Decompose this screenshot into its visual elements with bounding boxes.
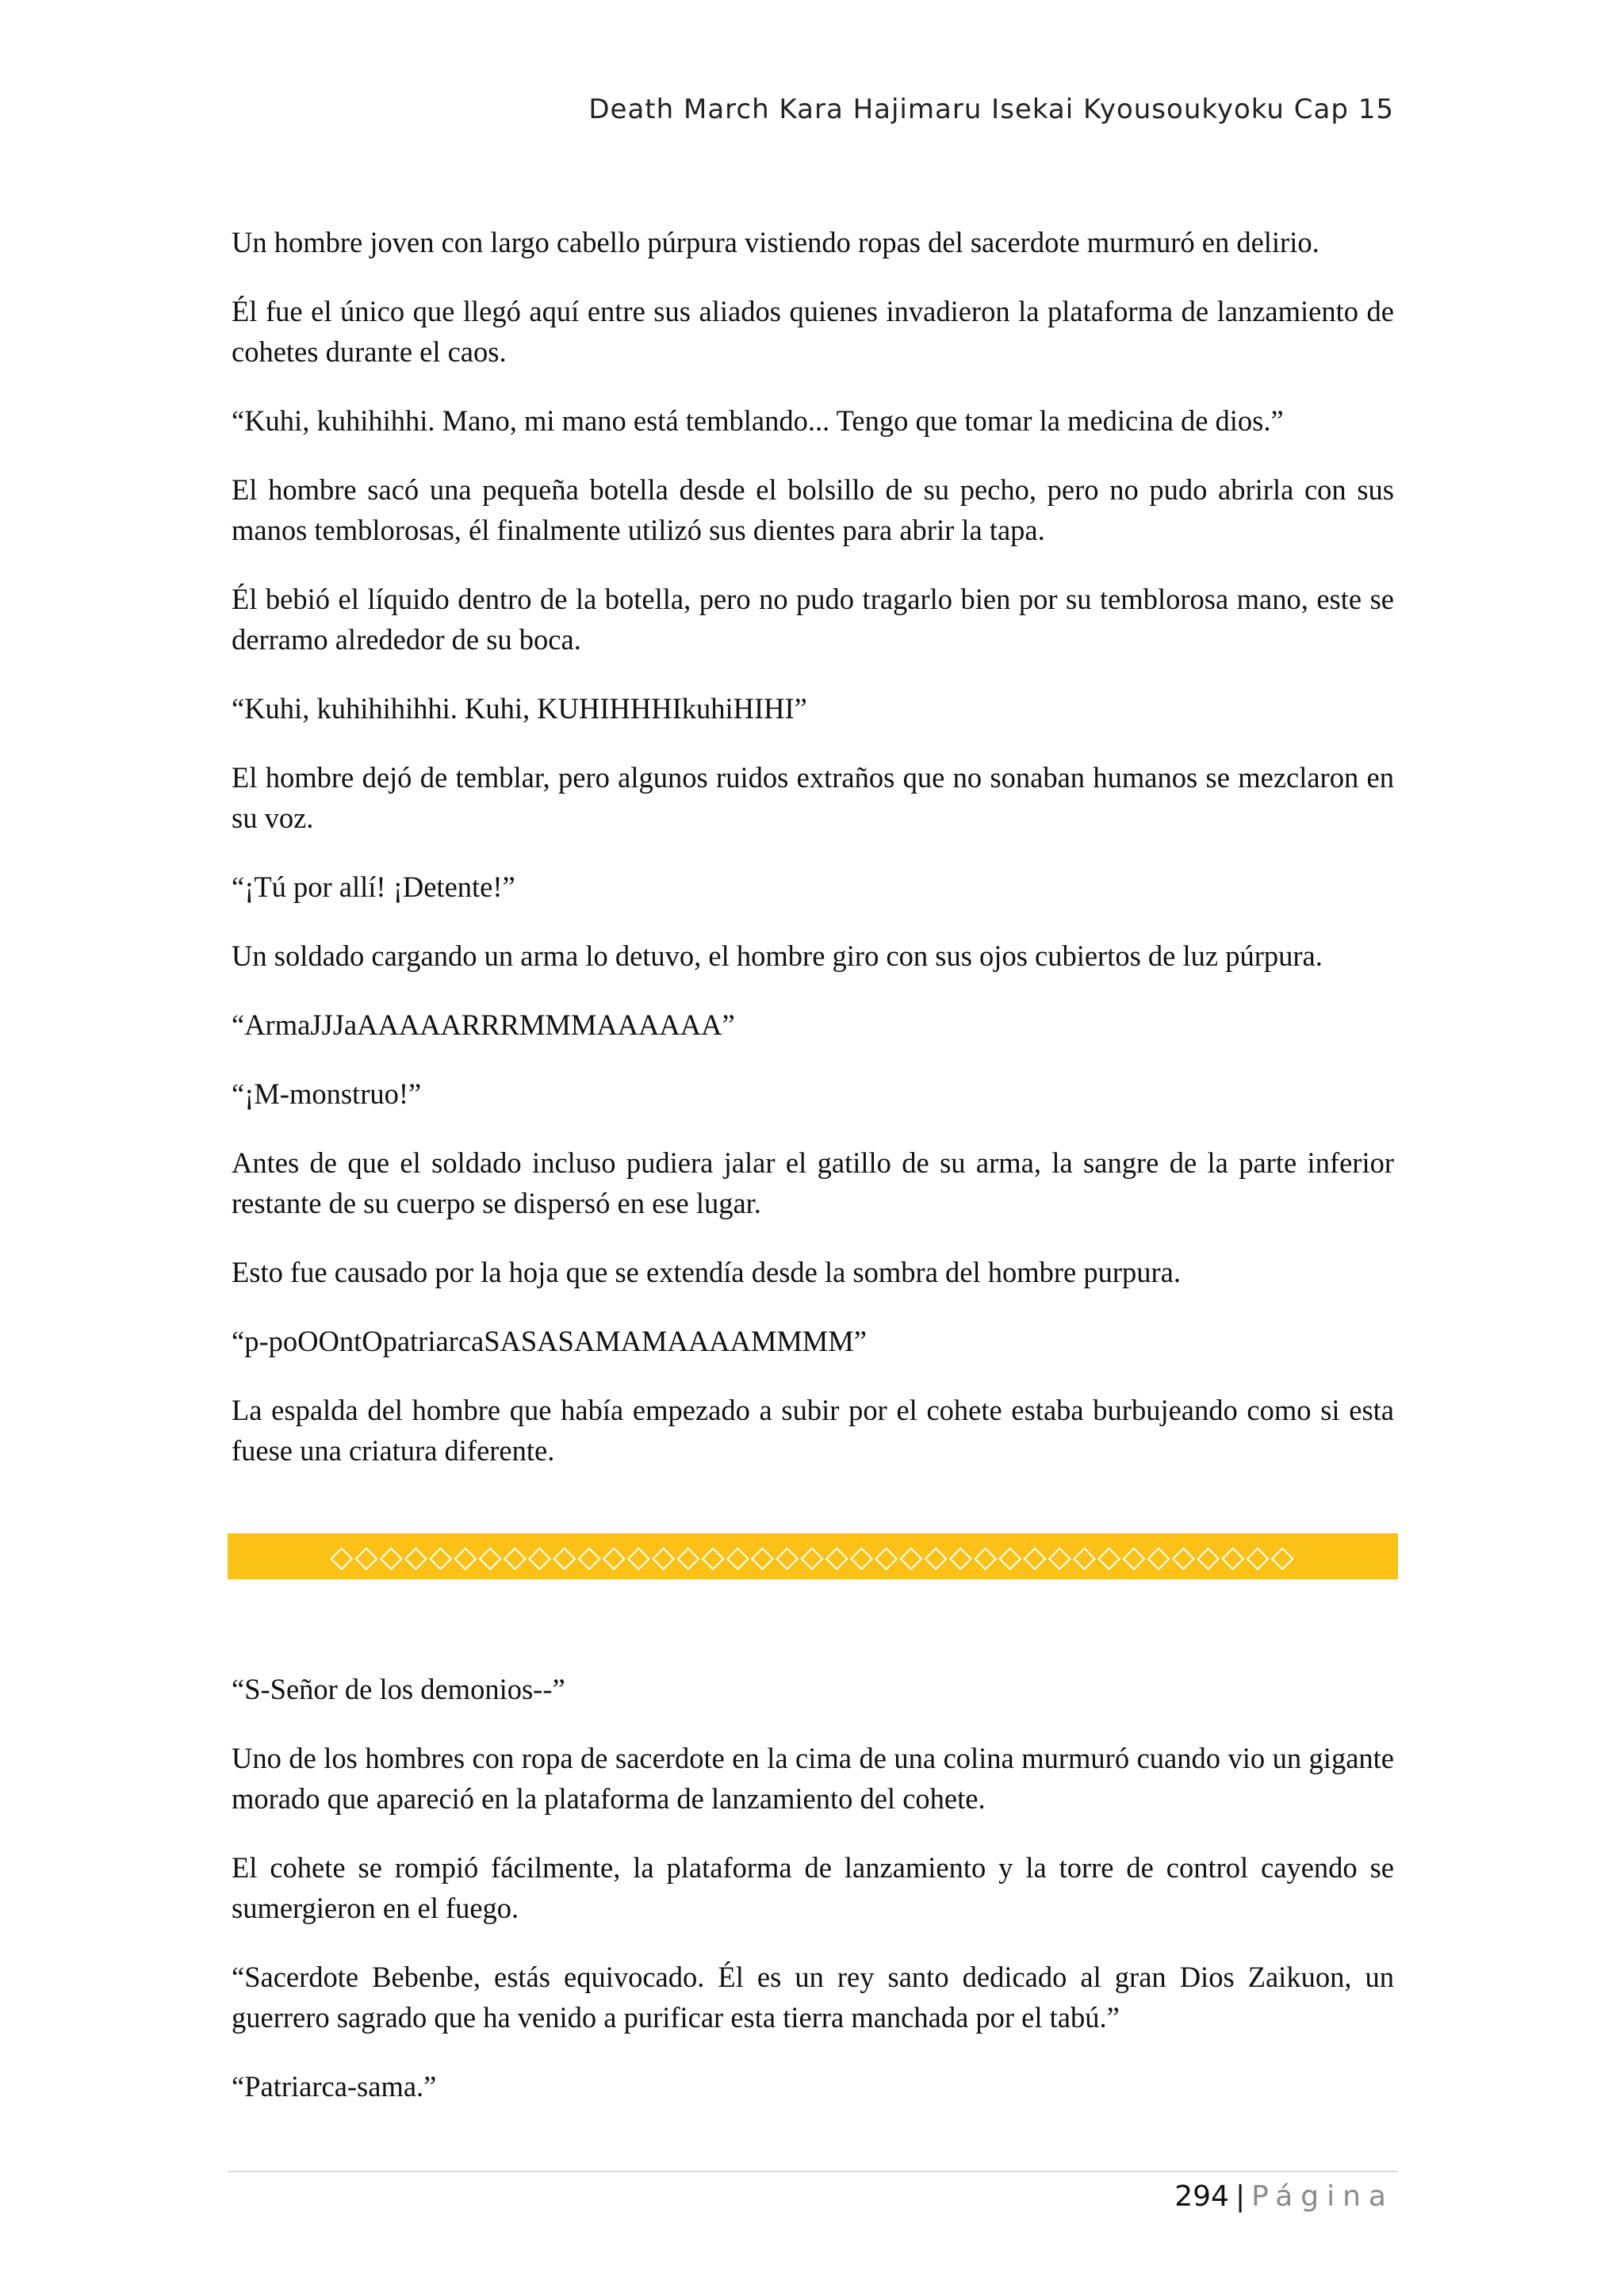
paragraph: Él bebió el líquido dentro de la botella, pero no pudo tragarlo bien por su temblorosa mano, este se derramo alrededor de su boca.	[232, 583, 1394, 656]
paragraph: Un hombre joven con largo cabello púrpura vistiendo ropas del sacerdote murmuró en delirio.	[232, 226, 1320, 258]
page-footer	[1174, 2180, 1394, 2213]
text-section-1	[232, 222, 1394, 1499]
page-number: 294	[1174, 2180, 1229, 2213]
paragraph: “ArmaJJJaAAAAARRRMMMAAAAAA”	[232, 1008, 735, 1041]
footer-divider	[228, 2171, 1398, 2172]
page-label: Página	[1251, 2180, 1394, 2213]
text-section-2	[232, 1669, 1394, 2135]
paragraph: “¡M-monstruo!”	[232, 1077, 422, 1110]
paragraph: “Kuhi, kuhihihihhi. Kuhi, KUHIHHHIkuhiHIHI”	[232, 692, 807, 725]
paragraph: El hombre sacó una pequeña botella desde el bolsillo de su pecho, pero no pudo abrirla con sus manos temblorosas, él finalmente utilizó sus dientes para abrir la tapa.	[232, 473, 1394, 546]
running-header: Death March Kara Hajimaru Isekai Kyousoukyoku Cap 15	[588, 94, 1394, 125]
paragraph: El hombre dejó de temblar, pero algunos ruidos extraños que no sonaban humanos se mezclaron en su voz.	[232, 761, 1394, 834]
paragraph: La espalda del hombre que había empezado a subir por el cohete estaba burbujeando como si esta fuese una criatura diferente.	[232, 1394, 1394, 1467]
paragraph: El cohete se rompió fácilmente, la plataforma de lanzamiento y la torre de control cayendo se sumergieron en el fuego.	[232, 1851, 1394, 1924]
paragraph: Antes de que el soldado incluso pudiera jalar el gatillo de su arma, la sangre de la parte inferior restante de su cuerpo se dispersó en ese lugar.	[232, 1146, 1394, 1219]
paragraph: “Patriarca-sama.”	[232, 2070, 437, 2103]
paragraph: “p-poOOntOpatriarcaSASASAMAMAAAAMMMM”	[232, 1325, 867, 1357]
footer-separator: |	[1235, 2180, 1246, 2213]
paragraph: “¡Tú por allí! ¡Detente!”	[232, 871, 515, 903]
paragraph: “Sacerdote Bebenbe, estás equivocado. Él es un rey santo dedicado al gran Dios Zaikuon, un guerrero sagrado que ha venido a purificar esta tierra manchada por el tabú.”	[232, 1961, 1394, 2034]
paragraph: Esto fue causado por la hoja que se extendía desde la sombra del hombre purpura.	[232, 1256, 1181, 1288]
scene-break-band: ◇◇◇◇◇◇◇◇◇◇◇◇◇◇◇◇◇◇◇◇◇◇◇◇◇◇◇◇◇◇◇◇◇◇◇◇◇◇◇	[228, 1533, 1398, 1579]
paragraph: Uno de los hombres con ropa de sacerdote en la cima de una colina murmuró cuando vio un gigante morado que apareció en la plataforma de lanzamiento del cohete.	[232, 1742, 1394, 1815]
paragraph: Él fue el único que llegó aquí entre sus aliados quienes invadieron la plataforma de lanzamiento de cohetes durante el caos.	[232, 295, 1394, 368]
paragraph: Un soldado cargando un arma lo detuvo, el hombre giro con sus ojos cubiertos de luz púrpura.	[232, 939, 1323, 972]
paragraph: “S-Señor de los demonios--”	[232, 1673, 565, 1705]
paragraph: “Kuhi, kuhihihhi. Mano, mi mano está temblando... Tengo que tomar la medicina de dios.”	[232, 404, 1284, 437]
